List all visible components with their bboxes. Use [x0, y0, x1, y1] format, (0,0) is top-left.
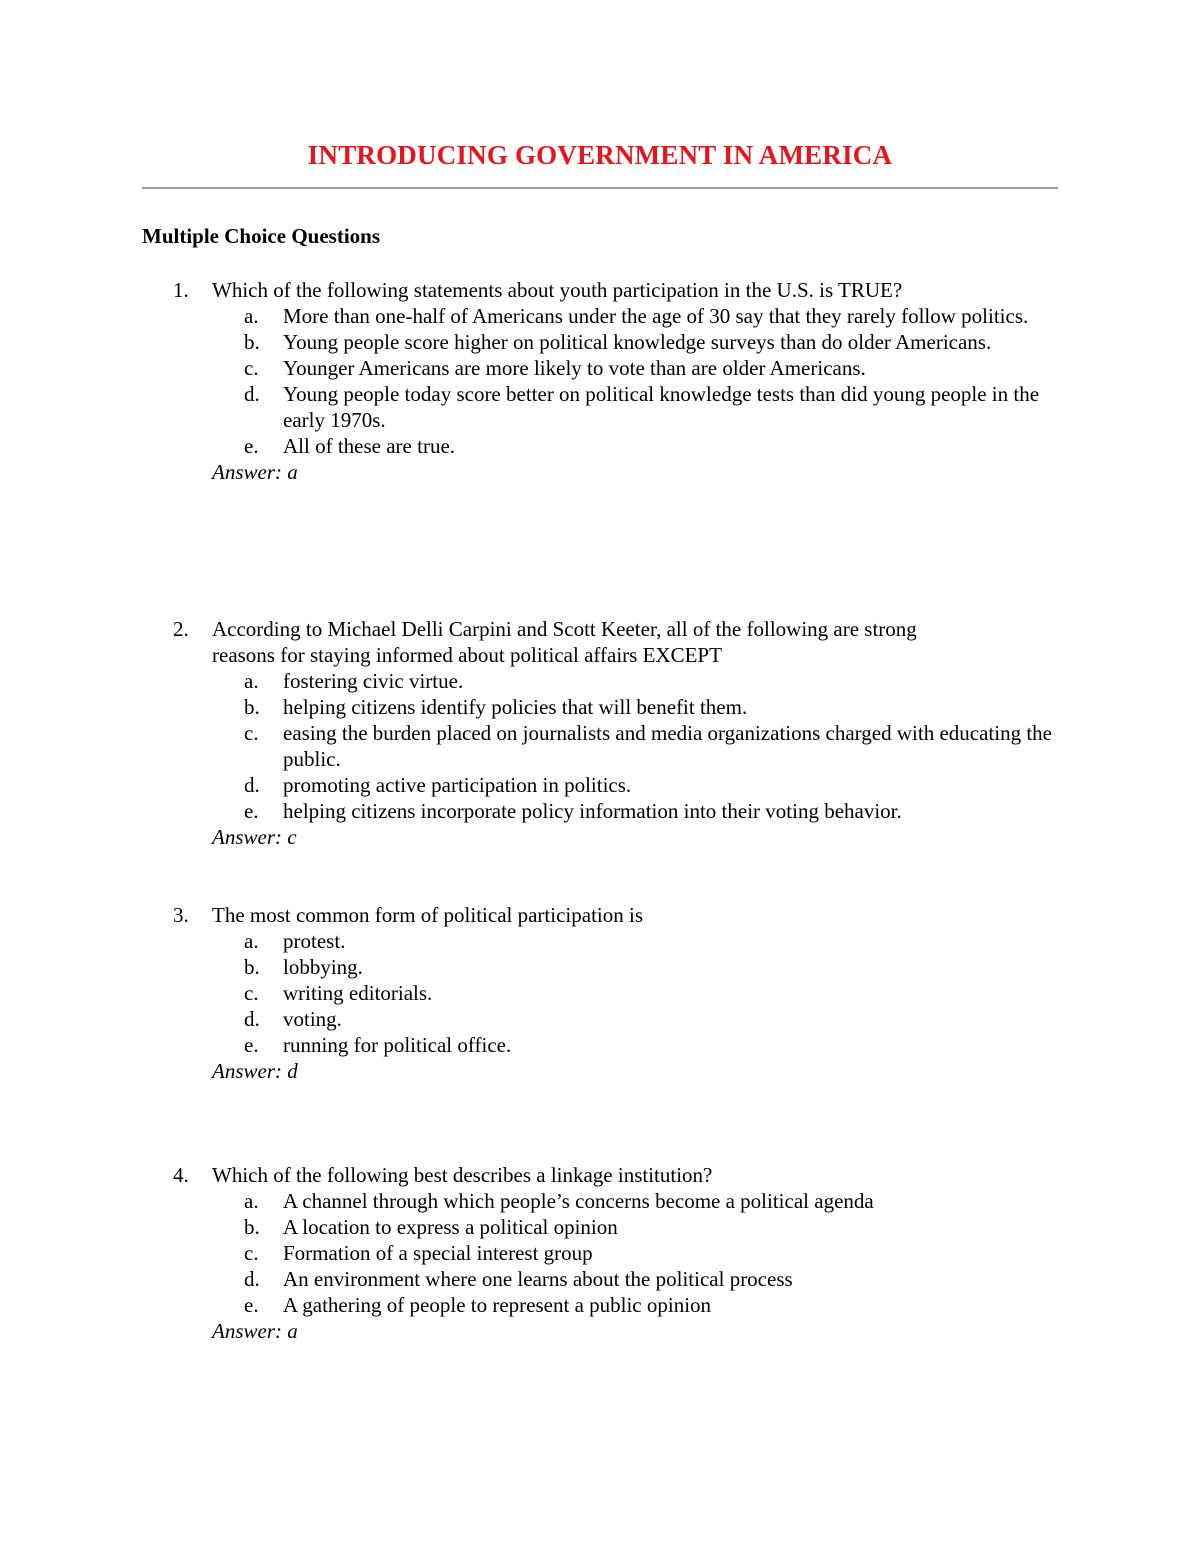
answer-key: Answer: a [212, 460, 298, 484]
option-letter: d. [244, 1007, 260, 1031]
option-text: An environment where one learns about the political process [283, 1267, 793, 1291]
option-letter: d. [244, 1267, 260, 1291]
question-number: 2. [173, 617, 189, 641]
question-4 [0, 1162, 1200, 1344]
section-heading: Multiple Choice Questions [142, 224, 381, 248]
page-title: INTRODUCING GOVERNMENT IN AMERICA [307, 140, 893, 170]
title-divider [142, 187, 1058, 189]
option-text: Younger Americans are more likely to vote than are older Americans. [283, 356, 866, 380]
option-text: fostering civic virtue. [283, 669, 464, 693]
option [0, 303, 1200, 329]
answer-key: Answer: c [212, 825, 297, 849]
option-letter: b. [244, 955, 260, 979]
option-text: helping citizens incorporate policy information into their voting behavior. [283, 799, 902, 823]
option [0, 694, 1200, 720]
question-1 [0, 277, 1200, 485]
option-letter: b. [244, 695, 260, 719]
option [0, 329, 1200, 355]
option [0, 720, 1200, 772]
question-stem: The most common form of political participation is [212, 903, 643, 927]
option [0, 772, 1200, 798]
option-letter: a. [244, 1189, 259, 1213]
option-letter: d. [244, 382, 260, 406]
answer-key: Answer: d [212, 1059, 298, 1083]
option-letter: e. [244, 434, 259, 458]
question-stem: According to Michael Delli Carpini and Scott Keeter, all of the following are strong [212, 617, 917, 641]
option [0, 1032, 1200, 1058]
option-text: A gathering of people to represent a public opinion [283, 1293, 712, 1317]
question-stem-continued: reasons for staying informed about political affairs EXCEPT [212, 643, 722, 667]
option [0, 1266, 1200, 1292]
option [0, 1214, 1200, 1240]
question-2 [0, 616, 1200, 850]
option [0, 1188, 1200, 1214]
option-text: writing editorials. [283, 981, 433, 1005]
question-number: 4. [173, 1163, 189, 1187]
answer-key: Answer: a [212, 1319, 298, 1343]
option-letter: d. [244, 773, 260, 797]
option-letter: a. [244, 304, 259, 328]
option-letter: c. [244, 981, 259, 1005]
question-number: 1. [173, 278, 189, 302]
option [0, 1006, 1200, 1032]
option [0, 1240, 1200, 1266]
option [0, 980, 1200, 1006]
option-letter: e. [244, 799, 259, 823]
option [0, 1292, 1200, 1318]
option [0, 355, 1200, 381]
option-letter: c. [244, 356, 259, 380]
option-letter: b. [244, 330, 260, 354]
option-text: promoting active participation in politics. [283, 773, 632, 797]
question-stem: Which of the following statements about youth participation in the U.S. is TRUE? [212, 278, 903, 302]
option-text: easing the burden placed on journalists and media organizations charged with educating the public. [283, 721, 1052, 771]
option-letter: e. [244, 1033, 259, 1057]
option-letter: a. [244, 929, 259, 953]
option-letter: a. [244, 669, 259, 693]
option-text: voting. [283, 1007, 342, 1031]
option-text: lobbying. [283, 955, 363, 979]
option-text: All of these are true. [283, 434, 456, 458]
option-text: A location to express a political opinion [283, 1215, 618, 1239]
option [0, 798, 1200, 824]
option [0, 668, 1200, 694]
option-text: Young people today score better on political knowledge tests than did young people in the early 1970s. [283, 382, 1040, 432]
option-letter: b. [244, 1215, 260, 1239]
option-text: helping citizens identify policies that will benefit them. [283, 695, 748, 719]
question-stem: Which of the following best describes a linkage institution? [212, 1163, 713, 1187]
option-text: Young people score higher on political knowledge surveys than do older Americans. [283, 330, 992, 354]
option-text: More than one-half of Americans under the age of 30 say that they rarely follow politics. [283, 304, 1029, 328]
option-text: running for political office. [283, 1033, 512, 1057]
option-text: A channel through which people’s concerns become a political agenda [283, 1189, 874, 1213]
option-letter: c. [244, 1241, 259, 1265]
question-number: 3. [173, 903, 189, 927]
option-letter: c. [244, 721, 259, 745]
option-text: protest. [283, 929, 346, 953]
option-letter: e. [244, 1293, 259, 1317]
option-text: Formation of a special interest group [283, 1241, 593, 1265]
option [0, 954, 1200, 980]
option [0, 433, 1200, 459]
option [0, 928, 1200, 954]
question-3 [0, 902, 1200, 1084]
option [0, 381, 1200, 433]
